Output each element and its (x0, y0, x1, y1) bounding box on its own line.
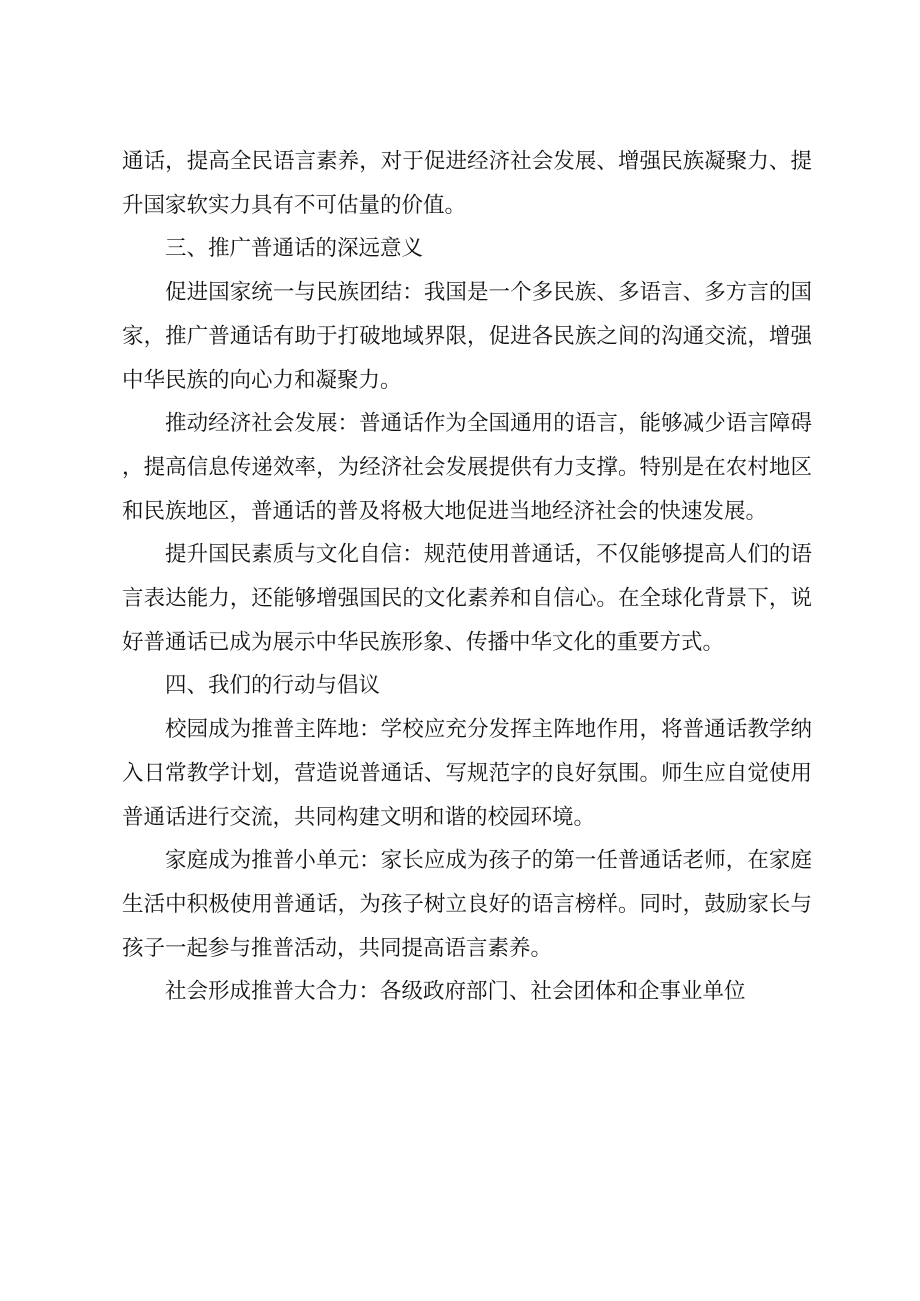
paragraph-campus: 校园成为推普主阵地：学校应充分发挥主阵地作用，将普通话教学纳入日常教学计划，营造说普通话、写规范字的良好氛围。师生应自觉使用普通话进行交流，共同构建文明和谐的校园环境。 (122, 717, 812, 830)
document-body (122, 140, 812, 1014)
paragraph-economic-development: 推动经济社会发展：普通话作为全国通用的语言，能够减少语言障碍，提高信息传递效率，为经济社会发展提供有力支撑。特别是在农村地区和民族地区，普通话的普及将极大地促进当地经济社会的快速发展。 (122, 411, 812, 524)
paragraph-continuation: 通话，提高全民语言素养，对于促进经济社会发展、增强民族凝聚力、提升国家软实力具有不可估量的价值。 (122, 149, 812, 218)
paragraph-family: 家庭成为推普小单元：家长应成为孩子的第一任普通话老师，在家庭生活中积极使用普通话，为孩子树立良好的语言榜样。同时，鼓励家长与孩子一起参与推普活动，共同提高语言素养。 (122, 848, 812, 961)
section-heading-4: 四、我们的行动与倡议 (165, 673, 381, 699)
section-heading-3: 三、推广普通话的深远意义 (165, 236, 424, 262)
paragraph-national-unity: 促进国家统一与民族团结：我国是一个多民族、多语言、多方言的国家，推广普通话有助于打破地域界限，促进各民族之间的沟通交流，增强中华民族的向心力和凝聚力。 (122, 280, 812, 393)
paragraph-society: 社会形成推普大合力：各级政府部门、社会团体和企事业单位 (165, 979, 746, 1005)
paragraph-cultural-confidence: 提升国民素质与文化自信：规范使用普通话，不仅能够提高人们的语言表达能力，还能够增强国民的文化素养和自信心。在全球化背景下，说好普通话已成为展示中华民族形象、传播中华文化的重要方式。 (122, 542, 812, 655)
